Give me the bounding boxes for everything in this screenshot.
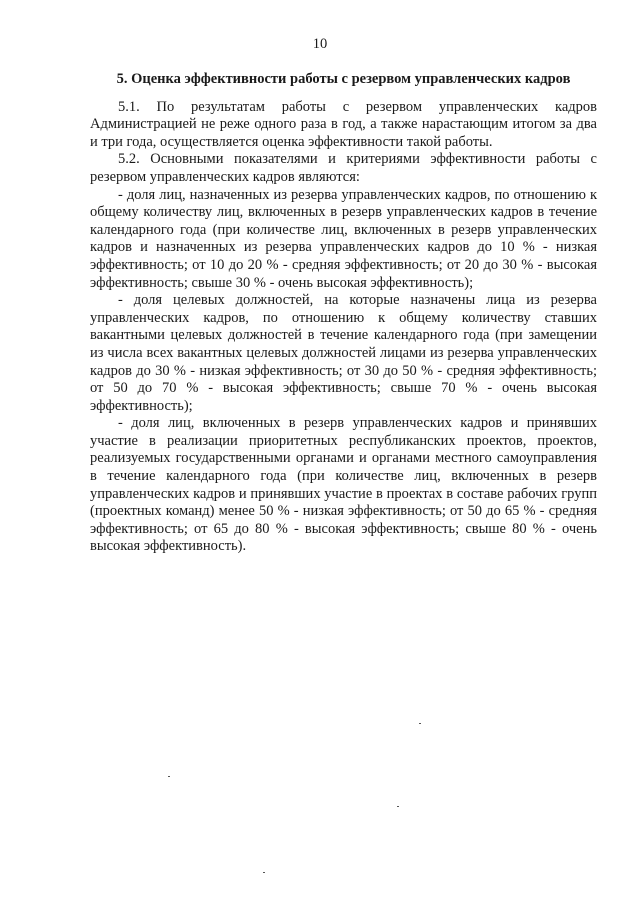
scan-speck <box>419 723 421 724</box>
scan-speck <box>263 872 265 873</box>
criterion-appointed-share: - доля лиц, назначенных из резерва управленческих кадров, по отношению к общему количеству лиц, включенных в резерв управленческих кадров в течение календарного года (при количестве лиц, включенных в резерв управленческих кадров и назначенных из резерва управленческих кадров до 10 % - низкая эффективность; от 10 до 20 % - средняя эффективность; от 20 до 30 % - высокая эффективность; свыше 30 % - очень высокая эффективность); <box>90 186 597 291</box>
scan-speck <box>397 806 399 807</box>
criterion-target-positions-share: - доля целевых должностей, на которые назначены лица из резерва управленческих кадров, по отношению к общему количеству ставших вакантными целевых должностей в течение календарного года (при замещении из числа всех вакантных целевых должностей лицами из резерва управленческих кадров до 30 % - низкая эффективность; от 30 до 50 % - средняя эффективность; от 50 до 70 % - высокая эффективность; свыше 70 % - очень высокая эффективность); <box>90 292 597 414</box>
criterion-project-participation-share: - доля лиц, включенных в резерв управленческих кадров и принявших участие в реализации приоритетных республиканских проектов, проектов, реализуемых государственными органами и органами местного самоуправления в течение календарного года (при количестве лиц, включенных в резерв управленческих кадров и принявших участие в проектах в составе рабочих групп (проектных команд) менее 50 % - низкая эффективность; от 50 до 65 % - средняя эффективность; от 65 до 80 % - высокая эффективность; свыше 80 % - очень высокая эффективность). <box>90 415 597 555</box>
paragraph-5-1: 5.1. По результатам работы с резервом управленческих кадров Администрацией не реже одного раза в год, а также нарастающим итогом за два и три года, осуществляется оценка эффективности такой работы. <box>90 98 597 150</box>
scan-speck <box>168 776 170 777</box>
section-heading: 5. Оценка эффективности работы с резервом управленческих кадров <box>116 71 571 87</box>
page-number: 10 <box>312 36 328 52</box>
paragraph-5-2: 5.2. Основными показателями и критериями эффективности работы с резервом управленческих кадров являются: <box>90 151 597 185</box>
document-body <box>90 71 597 556</box>
